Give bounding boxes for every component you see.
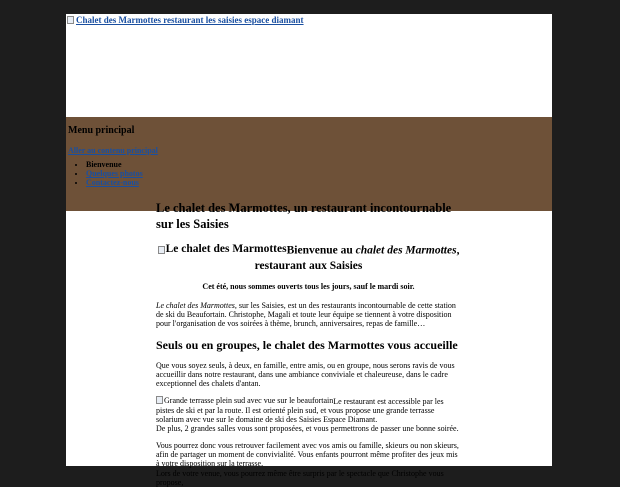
terrace-image xyxy=(156,396,333,405)
terrace-image-alt: Grande terrasse plein sud avec vue sur le beaufortain xyxy=(164,395,334,405)
page-title: Le chalet des Marmottes, un restaurant incontournable sur les Saisies xyxy=(156,201,452,231)
menu-title: Menu principal xyxy=(68,125,135,136)
section-title: Seuls ou en groupes, le chalet des Marmottes vous accueille xyxy=(156,337,458,352)
terrace-text: Le restaurant est accessible par les pistes de ski et par la route. Il est orienté plein sud, et vous propose une grande terrasse solarium avec vue sur le domaine de ski des Saisies Espace Diamant. xyxy=(156,396,444,424)
intro-emphasis: Le chalet des Marmottes xyxy=(156,300,235,310)
welcome-heading xyxy=(156,242,461,274)
header-banner xyxy=(66,14,552,117)
menu-item-photos[interactable] xyxy=(86,169,550,178)
welcome-prefix: Bienvenue au xyxy=(286,244,356,257)
broken-image-icon xyxy=(158,246,165,254)
menu-item-label[interactable]: Contactez-nous xyxy=(86,178,139,187)
main-content xyxy=(156,200,461,487)
menu-item-label: Bienvenue xyxy=(86,160,122,169)
chalet-image xyxy=(158,242,287,257)
banner-logo-link[interactable] xyxy=(67,15,304,25)
broken-image-icon xyxy=(67,16,74,24)
menu-item-bienvenue[interactable] xyxy=(86,160,550,169)
groups-paragraph: Que vous soyez seuls, à deux, en famille, entre amis, ou en groupe, nous serons ravis de vous accueillir dans notre restaurant, dans une ambiance conviviale et chaleureuse, dans le cadre exceptionnel des chalets d'antan. xyxy=(156,360,455,388)
terrace-paragraph xyxy=(156,396,461,433)
broken-image-icon xyxy=(156,396,163,404)
opening-notice: Cet été, nous sommes ouverts tous les jours, sauf le mardi soir. xyxy=(202,281,415,291)
welcome-emphasis: chalet des Marmottes xyxy=(355,244,457,257)
page xyxy=(66,14,552,487)
main-menu xyxy=(66,117,552,211)
skip-to-content-link[interactable]: Aller au contenu principal xyxy=(68,146,158,155)
banner-image-alt: Chalet des Marmottes restaurant les saisies espace diamant xyxy=(76,15,304,25)
show-paragraph: Lors de votre venue, vous pourrez même être surpris par le spectacle que Christophe vous propose, xyxy=(156,468,444,487)
friends-paragraph: Vous pourrez donc vous retrouver facilement avec vos amis ou famille, skieurs ou non skieurs, afin de partager un moment de convivialité. Vous enfants pourront même profiter des jeux mis à votre disposition sur la terrasse. xyxy=(156,440,459,468)
menu-item-label[interactable]: Quelques photos xyxy=(86,169,143,178)
chalet-image-alt: Le chalet des Marmottes xyxy=(165,243,287,255)
menu-item-contact[interactable] xyxy=(86,178,550,187)
intro-paragraph xyxy=(156,301,461,328)
welcome-suffix: , restaurant aux Saisies xyxy=(254,244,460,272)
intro-text: , sur les Saisies, est un des restaurants incontournable de cette station de ski du Beaufortain. Christophe, Magali et toute leur équipe se tiennent à votre disposition pour l'organisation de vos soirées à thème, brunch, anniversaires, repas de famille… xyxy=(156,300,456,328)
menu-list xyxy=(68,160,550,187)
rooms-text: De plus, 2 grandes salles vous sont proposées, et vous permettrons de passer une bonne soirée. xyxy=(156,423,459,433)
